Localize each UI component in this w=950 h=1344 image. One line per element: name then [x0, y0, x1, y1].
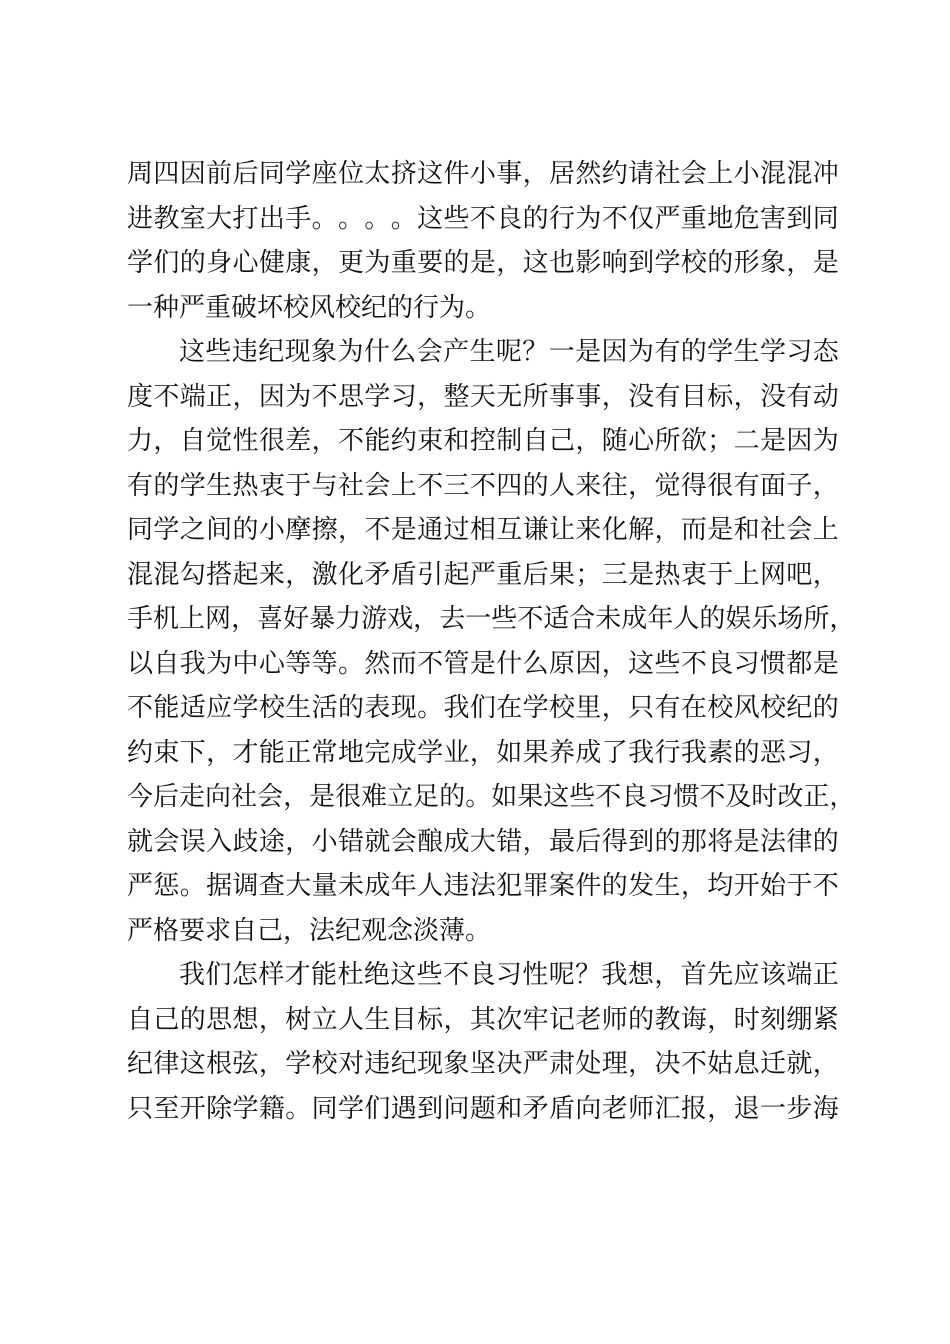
document-body: [127, 152, 856, 1131]
text-line: 一种严重破坏校风校纪的行为。: [127, 292, 492, 323]
text-line: 同 学 之 间 的 小 摩 擦 ， 不 是 通 过 相 互 谦 让 来 化 解 ， 而 是 和 社 会 上: [127, 515, 839, 545]
text-line: 手 机 上 网 ， 喜 好 暴 力 游 戏 ， 去 一 些 不 适 合 未 成 年 人 的 娱 乐 场 所 ，: [127, 604, 856, 634]
paragraph-1: [127, 152, 839, 330]
text-line: 今 后 走 向 社 会 ， 是 很 难 立 足 的 。 如 果 这 些 不 良 习 惯 不 及 时 改 正 ，: [127, 782, 856, 812]
text-line: 只 至 开 除 学 籍 。 同 学 们 遇 到 问 题 和 矛 盾 向 老 师 汇 报 ， 退 一 步 海: [127, 1093, 839, 1124]
text-line: 不 能 适 应 学 校 生 活 的 表 现 。 我 们 在 学 校 里 ， 只 有 在 校 风 校 纪 的: [127, 693, 839, 723]
paragraph-2: [127, 330, 856, 953]
text-line: 约 束 下 ， 才 能 正 常 地 完 成 学 业 ， 如 果 养 成 了 我 行 我 素 的 恶 习 ，: [127, 737, 839, 768]
text-line: 自 己 的 思 想 ， 树 立 人 生 目 标 ， 其 次 牢 记 老 师 的 教 诲 ， 时 刻 绷 紧: [127, 1004, 839, 1035]
text-line: 周 四 因 前 后 同 学 座 位 太 挤 这 件 小 事 ， 居 然 约 请 社 会 上 小 混 混 冲: [127, 159, 839, 189]
text-line: 严 惩 。 据 调 查 大 量 未 成 年 人 违 法 犯 罪 案 件 的 发 生 ， 均 开 始 于 不: [127, 871, 839, 901]
text-line: 进 教 室 大 打 出 手 。 。 。 。 这 些 不 良 的 行 为 不 仅 严 重 地 危 害 到 同: [127, 203, 839, 234]
text-line: 混 混 勾 搭 起 来 ， 激 化 矛 盾 引 起 严 重 后 果 ； 三 是 热 衷 于 上 网 吧 ，: [127, 559, 839, 590]
text-line: 有 的 学 生 热 衷 于 与 社 会 上 不 三 不 四 的 人 来 往 ， 觉 得 很 有 面 子 ，: [127, 470, 839, 501]
text-line: 这 些 违 纪 现 象 为 什 么 会 产 生 呢 ？ 一 是 因 为 有 的 学 生 学 习 态: [179, 337, 839, 367]
text-line: 度 不 端 正 ， 因 为 不 思 学 习 ， 整 天 无 所 事 事 ， 没 有 目 标 ， 没 有 动: [127, 381, 839, 412]
paragraph-3: [127, 953, 839, 1131]
text-line: 我 们 怎 样 才 能 杜 绝 这 些 不 良 习 性 呢 ？ 我 想 ， 首 先 应 该 端 正: [179, 960, 839, 990]
text-line: 以 自 我 为 中 心 等 等 。 然 而 不 管 是 什 么 原 因 ， 这 些 不 良 习 惯 都 是: [127, 648, 839, 679]
text-line: 严格要求自己，法纪观念淡薄。: [127, 915, 492, 946]
text-line: 学 们 的 身 心 健 康 ， 更 为 重 要 的 是 ， 这 也 影 响 到 学 校 的 形 象 ， 是: [127, 248, 839, 278]
text-line: 纪 律 这 根 弦 ， 学 校 对 违 纪 现 象 坚 决 严 肃 处 理 ， 决 不 姑 息 迁 就 ，: [127, 1049, 839, 1079]
text-line: 就 会 误 入 歧 途 ， 小 错 就 会 酿 成 大 错 ， 最 后 得 到 的 那 将 是 法 律 的: [127, 826, 839, 857]
text-line: 力 ， 自 觉 性 很 差 ， 不 能 约 束 和 控 制 自 己 ， 随 心 所 欲 ； 二 是 因 为: [127, 426, 839, 456]
